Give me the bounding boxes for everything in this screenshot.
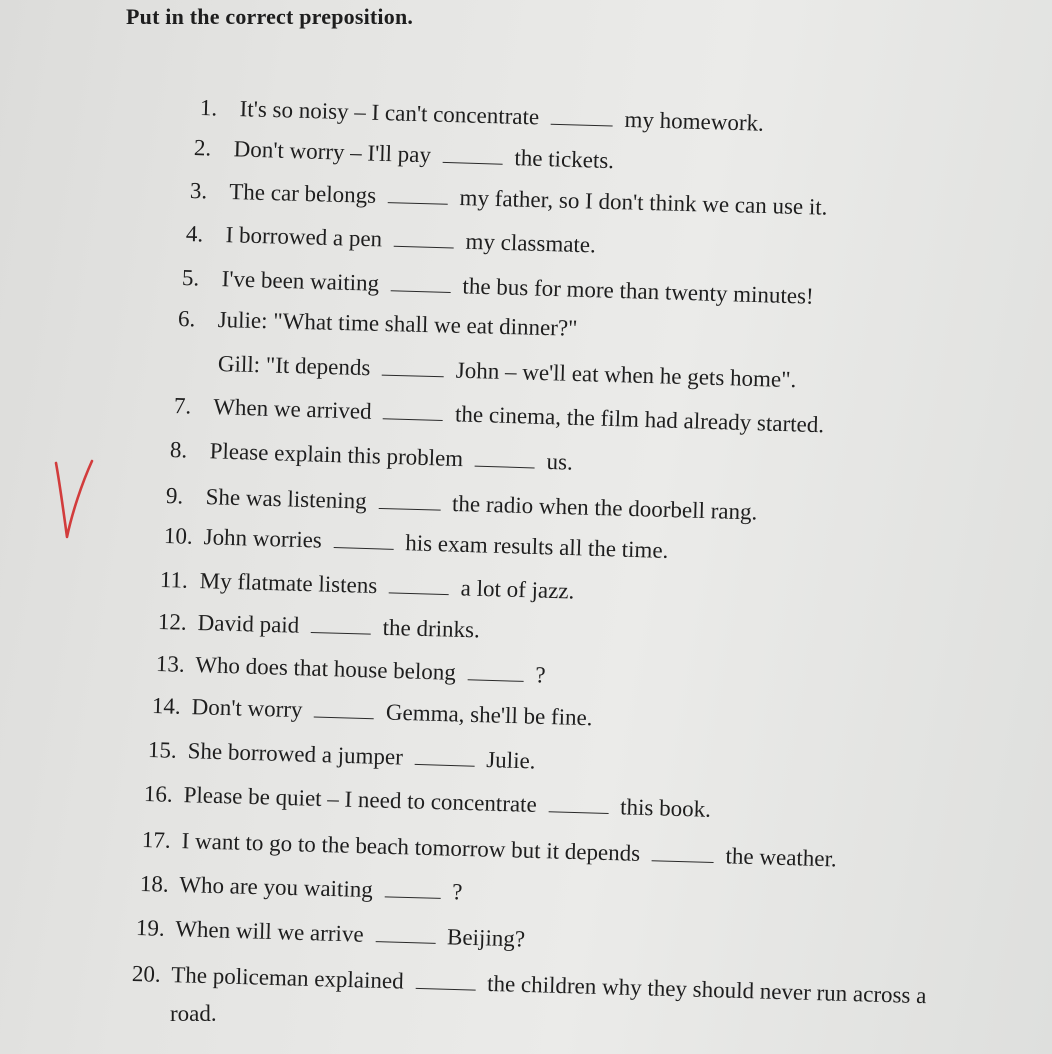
item-text-before: I borrowed a pen — [225, 222, 383, 252]
exercise-item — [148, 734, 536, 775]
item-text-after: the radio when the doorbell rang. — [451, 490, 758, 525]
exercise-item — [190, 175, 828, 222]
answer-blank[interactable] — [467, 657, 524, 682]
exercise-item — [132, 958, 927, 1010]
exercise-item — [200, 92, 765, 138]
answer-blank[interactable] — [652, 838, 715, 863]
item-text-after: the weather. — [725, 843, 838, 872]
item-text-after: us. — [546, 448, 574, 475]
item-text-after: my homework. — [624, 106, 765, 136]
exercise-item — [194, 132, 615, 175]
item-number: 5. — [181, 265, 200, 291]
answer-blank[interactable] — [378, 486, 441, 511]
item-number: 12. — [157, 609, 188, 635]
item-number: 9. — [165, 483, 184, 509]
item-text-before: David paid — [197, 610, 300, 638]
answer-blank[interactable] — [394, 224, 455, 249]
answer-blank[interactable] — [311, 610, 372, 635]
answer-blank[interactable] — [475, 444, 536, 469]
item-text-before: It's so noisy – I can't concentrate — [239, 96, 540, 130]
answer-blank[interactable] — [382, 353, 445, 378]
item-text-after: my father, so I don't think we can use it. — [459, 185, 828, 220]
answer-blank[interactable] — [314, 695, 375, 720]
item-text-before: I want to go to the beach tomorrow but it depends — [181, 828, 641, 866]
item-number: 8. — [169, 437, 188, 463]
exercise-item — [142, 824, 838, 873]
answer-blank[interactable] — [389, 570, 450, 595]
item-text-before: The car belongs — [228, 179, 377, 208]
exercise-item — [164, 520, 669, 565]
exercise-item — [170, 434, 574, 477]
item-number: 6. — [177, 306, 196, 332]
item-text-after: the bus for more than twenty minutes! — [462, 273, 815, 309]
item-number: 10. — [163, 523, 194, 549]
answer-blank[interactable] — [333, 525, 394, 550]
item-number: 2. — [193, 135, 212, 161]
item-text-after: my classmate. — [465, 228, 597, 258]
item-text-before: John worries — [203, 524, 323, 553]
item-number: 20. — [131, 961, 162, 987]
exercise-item — [140, 868, 463, 906]
exercise-item — [182, 262, 815, 311]
item-number: 11. — [159, 567, 189, 593]
item-number: 16. — [143, 781, 174, 807]
item-number: 1. — [199, 95, 218, 121]
answer-blank[interactable] — [383, 396, 444, 421]
exercise-item — [178, 305, 578, 343]
instruction-heading: Put in the correct preposition. — [126, 4, 414, 29]
answer-blank[interactable] — [551, 102, 614, 127]
item-text-after: the drinks. — [382, 614, 481, 643]
item-text-after: his exam results all the time. — [404, 530, 669, 563]
item-text-after: Julie. — [485, 747, 536, 774]
item-text-before: Julie: "What time shall we eat dinner?" — [217, 306, 578, 341]
exercise-item — [156, 648, 546, 690]
item-number: 3. — [189, 178, 208, 204]
item-text-after: Beijing? — [446, 924, 526, 952]
exercise-item — [166, 480, 758, 527]
answer-blank[interactable] — [388, 180, 449, 205]
answer-blank[interactable] — [443, 140, 504, 165]
item-text-before: The policeman explained — [170, 962, 405, 994]
answer-blank[interactable] — [548, 789, 609, 814]
exercise-item — [174, 390, 825, 439]
item-text-before: Don't worry – I'll pay — [233, 136, 432, 168]
item-number: 14. — [151, 693, 182, 719]
item-text-before: Who does that house belong — [194, 652, 457, 685]
item-text-after: the tickets. — [514, 145, 615, 174]
answer-blank[interactable] — [391, 268, 452, 293]
item-text-before: When will we arrive — [174, 916, 365, 947]
item-number: 15. — [147, 737, 178, 763]
item-number: 7. — [173, 393, 192, 419]
item-text-before: When we arrived — [212, 394, 372, 424]
item-number: 17. — [141, 827, 172, 853]
item-text-before: road. — [170, 1001, 217, 1026]
item-text-before: Gill: "It depends — [217, 351, 371, 381]
item-text-after: Gemma, she'll be fine. — [385, 699, 593, 731]
answer-blank[interactable] — [414, 742, 475, 767]
item-text-before: Please be quiet – I need to concentrate — [183, 782, 538, 817]
item-text-after: this book. — [619, 794, 712, 822]
exercise-item — [186, 218, 597, 259]
item-text-before: Who are you waiting — [178, 872, 374, 903]
item-text-after: ? — [534, 662, 546, 688]
item-text-after: a lot of jazz. — [460, 575, 575, 604]
item-text-after: ? — [451, 879, 463, 905]
item-text-after: the children why they should never run across a — [486, 970, 927, 1009]
item-text-after: the cinema, the film had already started. — [454, 401, 825, 438]
item-text-before: She was listening — [205, 484, 368, 514]
item-number: 18. — [139, 871, 170, 897]
item-text-before: Don't worry — [191, 694, 303, 723]
exercise-item — [158, 606, 481, 644]
exercise-item — [136, 912, 526, 954]
item-text-before: Please explain this problem — [209, 438, 464, 472]
red-check-mark-icon — [52, 455, 102, 545]
answer-blank[interactable] — [384, 874, 441, 898]
item-text-before: I've been waiting — [221, 266, 380, 296]
item-text-before: She borrowed a jumper — [187, 738, 404, 770]
item-text-before: My flatmate listens — [199, 568, 378, 599]
exercise-item — [160, 564, 575, 606]
item-number: 13. — [155, 651, 186, 677]
exercise-item — [144, 778, 712, 824]
exercise-item-continuation — [170, 1000, 217, 1028]
item-number: 4. — [185, 221, 204, 247]
item-text-after: John – we'll eat when he gets home". — [455, 357, 797, 393]
exercise-item-continuation — [218, 348, 797, 394]
exercise-item — [152, 690, 593, 732]
answer-blank[interactable] — [415, 966, 476, 991]
item-number: 19. — [135, 915, 166, 941]
answer-blank[interactable] — [375, 919, 436, 944]
